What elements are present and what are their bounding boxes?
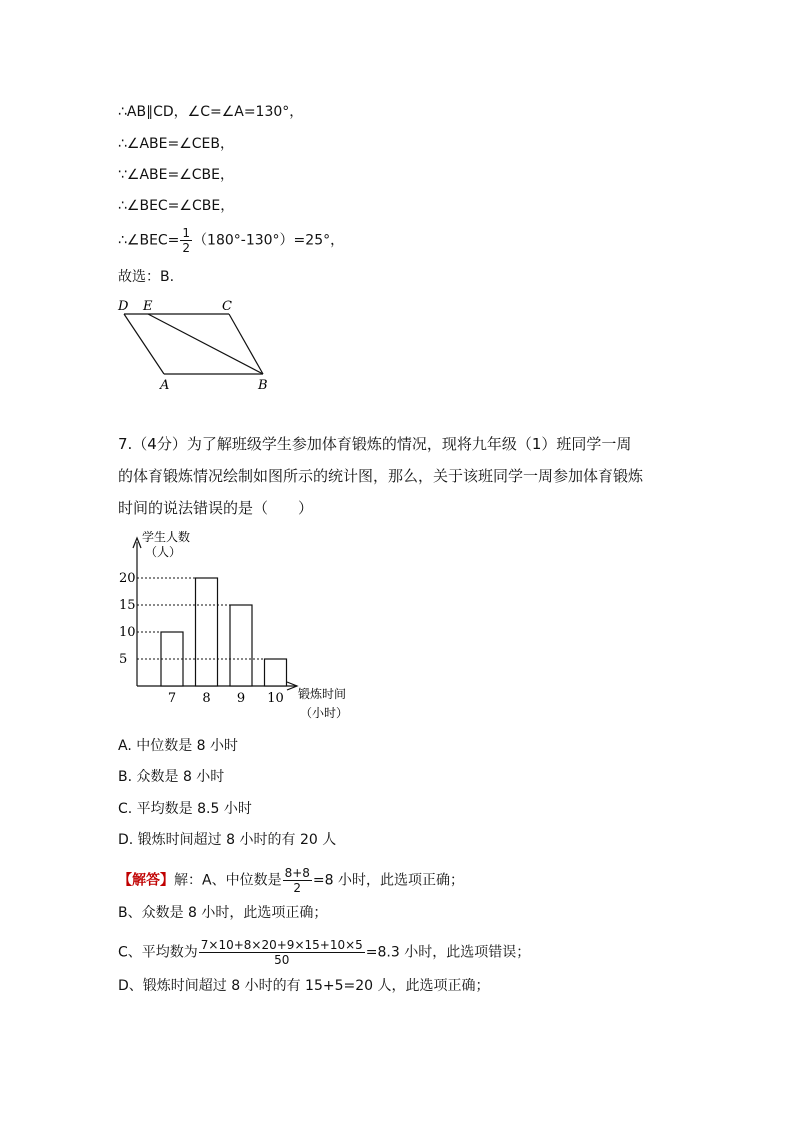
x-tick-label: 7 (167, 691, 177, 706)
solution-line-b: B、众数是 8 小时，此选项正确； (118, 905, 328, 921)
solution-a-result: =8 小时，此选项正确； (312, 872, 464, 889)
label-b: B (258, 378, 268, 393)
answer-choice: 故选：B. (118, 269, 175, 285)
proof-line-4: ∴∠BEC=∠CBE， (118, 198, 235, 214)
median-denominator: 2 (293, 881, 302, 895)
mean-fraction (199, 938, 365, 967)
label-e: E (143, 299, 153, 314)
mean-denominator: 50 (274, 953, 290, 967)
question-7-stem-line-3: 时间的说法错误的是（ ） (118, 499, 314, 517)
solution-c-prefix: C、平均数为 (118, 944, 198, 961)
x-tick-label: 10 (267, 691, 284, 706)
question-7-stem-line-2: 的体育锻炼情况绘制如图所示的统计图，那么，关于该班同学一周参加体育锻炼 (118, 467, 644, 485)
bar (196, 578, 218, 686)
proof-line-5-suffix: （180°-130°）=25°， (193, 232, 345, 249)
solution-line-c (118, 938, 530, 967)
fraction-denominator: 2 (182, 241, 191, 255)
x-tick-label: 9 (236, 691, 246, 706)
solution-line-d: D、锻炼时间超过 8 小时的有 15+5=20 人，此选项正确； (118, 978, 490, 994)
exercise-bar-chart (112, 528, 362, 728)
median-fraction (283, 866, 312, 895)
median-numerator: 8+8 (284, 866, 310, 880)
y-tick-label: 5 (119, 652, 128, 667)
y-tick-label: 15 (119, 598, 136, 613)
question-7-stem (118, 428, 688, 524)
fraction-one-half (180, 226, 192, 255)
proof-line-5-prefix: ∴∠BEC= (118, 232, 180, 249)
y-axis-label-line-2: （人） (145, 545, 182, 559)
proof-line-3: ∵∠ABE=∠CBE， (118, 167, 234, 183)
x-axis-label-line-2: （小时） (300, 706, 349, 720)
solution-line-a (118, 866, 464, 895)
option-d: D. 锻炼时间超过 8 小时的有 20 人 (118, 832, 337, 848)
mean-numerator: 7×10+8×20+9×15+10×5 (200, 938, 363, 952)
x-tick-label: 8 (202, 691, 211, 706)
proof-line-2: ∴∠ABE=∠CEB， (118, 136, 234, 152)
question-7-stem-line-1: 7.（4分）为了解班级学生参加体育锻炼的情况，现将九年级（1）班同学一周 (118, 435, 632, 453)
option-b: B. 众数是 8 小时 (118, 769, 225, 785)
parallelogram-figure (112, 296, 282, 396)
option-c: C. 平均数是 8.5 小时 (118, 801, 252, 817)
label-d: D (118, 299, 129, 314)
bar (265, 659, 287, 686)
option-a: A. 中位数是 8 小时 (118, 738, 239, 754)
x-axis-label-line-1: 锻炼时间 (298, 687, 347, 701)
solution-intro: 解：A、中位数是 (174, 872, 282, 889)
proof-line-1: ∴AB∥CD，∠C=∠A=130°， (118, 104, 304, 120)
solution-c-result: =8.3 小时，此选项错误； (365, 944, 531, 961)
solution-tag: 【解答】 (118, 872, 174, 889)
y-tick-label: 10 (119, 625, 136, 640)
proof-line-5 (118, 226, 344, 255)
y-axis-label-line-1: 学生人数 (142, 530, 191, 544)
label-a: A (160, 378, 170, 393)
bar (161, 632, 183, 686)
fraction-numerator: 1 (182, 226, 191, 240)
bar (230, 605, 252, 686)
label-c: C (222, 299, 232, 314)
y-tick-label: 20 (119, 571, 136, 586)
